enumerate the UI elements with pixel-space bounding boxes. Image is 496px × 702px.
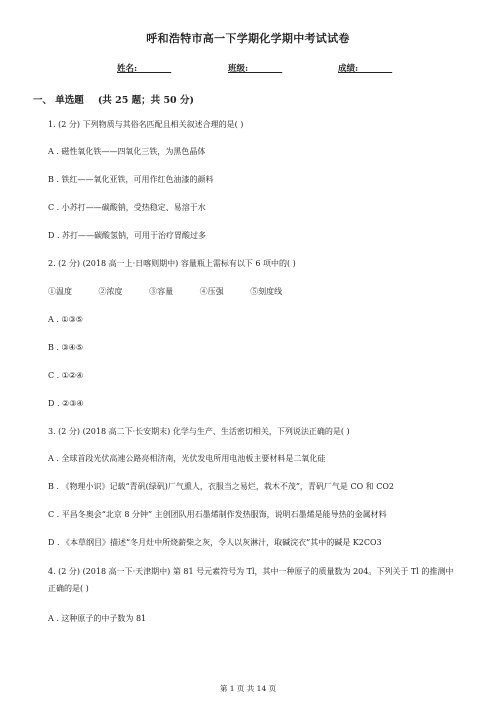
- name-field: 姓名:________: [117, 64, 172, 74]
- choice-3: ③容量: [149, 287, 174, 296]
- question-2-option-d: D . ②③④: [48, 399, 84, 408]
- choice-4: ④压强: [199, 287, 224, 296]
- question-3-stem: 3. (2 分) (2018 高二下·长安期末) 化学与生产、生活密切相关，下列说法正确的是( ): [48, 427, 350, 436]
- question-2-option-c: C . ①②④: [48, 371, 84, 380]
- question-3-option-d: D . 《本草纲目》描述“冬月灶中所烧薪柴之灰，令人以灰淋汁，取碱浣衣”其中的碱是 K2CO3: [48, 538, 382, 547]
- page-footer: 第 1 页 共 14 页: [219, 684, 277, 693]
- question-1-option-d: D . 苏打——碳酸氢钠，可用于治疗胃酸过多: [48, 231, 207, 240]
- class-field: 班级:________: [228, 64, 283, 74]
- question-2-stem: 2. (2 分) (2018 高一上·日喀则期中) 容量瓶上需标有以下 6 项中的( ): [48, 259, 296, 268]
- choice-5: ⑤刻度线: [250, 287, 283, 296]
- question-2-option-b: B . ③④⑤: [48, 343, 84, 352]
- question-4-stem: 4. (2 分) (2018 高一下·天津期中) 第 81 号元素符号为 Tl，其中一种原子的质量数为 204。下列关于 Tl 的推测中正确的是( ): [48, 567, 454, 593]
- section-title: 一、 单选题: [33, 95, 84, 106]
- question-2-choices: [48, 286, 306, 297]
- question-1-option-b: B . 铁红——氧化亚铁，可用作红色油漆的颜料: [48, 175, 214, 184]
- question-3-option-c: C . 平昌冬奥会“北京 8 分钟” 主创团队用石墨烯制作发热服饰，说明石墨烯是能导热的金属材料: [48, 510, 387, 519]
- section-heading: [33, 92, 194, 106]
- question-1-option-c: C . 小苏打——碳酸钠，受热稳定、易溶于水: [48, 203, 206, 212]
- choice-1: ①温度: [48, 287, 72, 296]
- section-points: (共 25 题；共 50 分): [97, 95, 194, 106]
- score-field: 成绩:________: [338, 64, 393, 74]
- question-1-stem: 1. (2 分) 下列物质与其俗名匹配且相关叙述合理的是( ): [48, 120, 244, 129]
- question-1-option-a: A . 磁性氧化铁——四氧化三铁，为黑色晶体: [48, 147, 206, 156]
- choice-2: ②浓度: [98, 287, 123, 296]
- question-2-option-a: A . ①③⑤: [48, 315, 83, 324]
- question-3-option-b: B . 《物理小识》记载“青矾(绿矾)厂气熏人，衣服当之易烂，栽木不茂”，青矾厂气是 CO 和 CO2: [48, 482, 395, 491]
- question-4-option-a: A . 这种原子的中子数为 81: [48, 614, 147, 623]
- exam-title: 呼和浩特市高一下学期化学期中考试试卷: [146, 32, 350, 45]
- question-3-option-a: A . 全球首段光伏高速公路亮相济南，光伏发电所用电池板主要材料是二氧化硅: [48, 454, 326, 463]
